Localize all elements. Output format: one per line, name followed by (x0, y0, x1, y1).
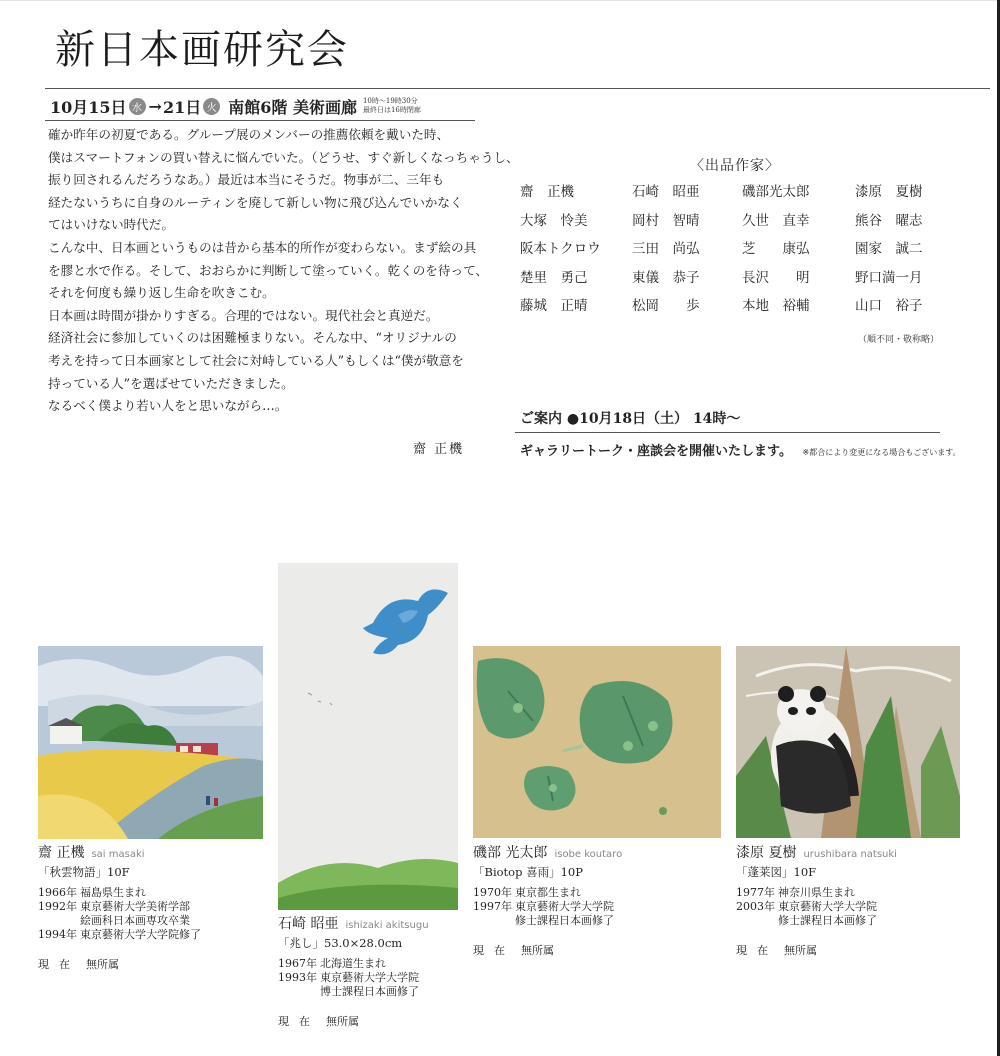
work-artist-name: 齋 正機 (38, 845, 85, 861)
work-artist-name: 石崎 昭亜 (278, 916, 339, 932)
artists-list (520, 183, 950, 315)
artist-name: 東儀 恭子 (632, 269, 700, 286)
essay-line: こんな中、日本画というものは昔から基本的所作が変わらない。まず絵の具 (48, 239, 477, 255)
current-affiliation (736, 942, 960, 958)
artist-name: 芝 康弘 (742, 241, 810, 257)
closing-day-note: 最終日は16時閉廊 (362, 106, 421, 114)
artist-name: 石崎 昭亜 (632, 184, 700, 200)
artist-bio (278, 957, 468, 999)
essay-line: 確か昨年の初夏である。グループ展のメンバーの推薦依頼を戴いた時、 (48, 127, 450, 142)
artist-name-row (473, 842, 721, 862)
essay-line: を膠と水で作る。そして、おおらかに判断して塗っていく。乾くのを待って、 (48, 262, 489, 278)
essay-line: 僕はスマートフォンの買い替えに悩んでいた。（どうせ、すぐ新しくなっちゃうし、 (48, 149, 519, 165)
page-title: 新日本画研究会 (55, 27, 349, 73)
current-affiliation (473, 942, 721, 958)
current-value: 無所属 (784, 944, 817, 957)
current-affiliation (278, 1013, 468, 1029)
artist-name: 園家 誠二 (855, 241, 923, 257)
artist-name-row (278, 913, 468, 933)
work-artist-name: 磯部 光太郎 (473, 845, 548, 861)
artist-romaji: sai masaki (91, 849, 145, 860)
artist-name-row (38, 842, 263, 862)
artist-name: 大塚 怜美 (520, 212, 588, 229)
essay-line: 経済社会に参加していくのは困難極まりない。そんな中、“オリジナルの (48, 330, 457, 346)
artists-note: （順不同・敬称略） (858, 335, 940, 345)
current-value: 無所属 (86, 958, 119, 971)
artist-name: 藤城 正晴 (520, 298, 588, 314)
artist-name: 漆原 夏樹 (855, 184, 923, 200)
artist-name: 熊谷 曜志 (855, 212, 923, 229)
bio-year: 1967年 (278, 957, 317, 970)
essay-line: 経たないうちに自身のルーティンを廃して新しい物に飛び込んでいかなく (48, 194, 463, 210)
exhibition-schedule (50, 95, 421, 117)
bio-year: 1994年 (38, 928, 77, 941)
start-date: 10月15日 (50, 97, 127, 117)
artwork-omen (278, 563, 458, 910)
guide-bullet: ● (566, 411, 580, 427)
artist-bio (473, 886, 721, 928)
artist-name: 三田 尚弘 (632, 241, 700, 257)
artist-name: 阪本トクロウ (520, 241, 601, 257)
title-rule (45, 88, 990, 89)
top-edge (0, 0, 1000, 1)
guide-label: ご案内 (520, 411, 562, 427)
essay (48, 124, 519, 418)
caption-sai-masaki (38, 842, 263, 972)
work-title: 「Biotop 喜雨」10P (473, 865, 583, 879)
artist-name-row (736, 842, 960, 862)
current-label: 現在 (473, 944, 515, 957)
artist-romaji: ishizaki akitsugu (345, 920, 429, 931)
current-value: 無所属 (326, 1015, 359, 1028)
essay-line: それを何度も繰り返し生命を吹きこむ。 (48, 285, 275, 301)
bio-text-continued: 修士課程日本画修了 (778, 914, 877, 927)
artist-name: 野口満一月 (855, 269, 923, 286)
gallery-talk (520, 440, 961, 459)
work-artist-name: 漆原 夏樹 (736, 845, 797, 861)
artist-name: 岡村 智晴 (632, 212, 700, 229)
artwork-autumn-cloud-story (38, 646, 263, 839)
date-arrow: → (148, 96, 162, 116)
guide-rule (515, 432, 940, 433)
artist-romaji: urushibara natsuki (803, 849, 897, 860)
bio-text: 東京藝術大学大学院 (515, 900, 614, 913)
bio-text: 東京藝術大学大学院修了 (80, 928, 201, 941)
gallery-talk-note: ※都合により変更になる場合もございます。 (802, 448, 961, 457)
artists-heading: 〈出品作家〉 (690, 158, 780, 174)
work-title: 「兆し」53.0×28.0cm (278, 936, 403, 950)
opening-hours (363, 97, 421, 115)
artist-name: 長沢 明 (742, 269, 810, 286)
end-date: 21日 (162, 97, 202, 117)
artist-bio (38, 886, 263, 942)
essay-line: なるべく僕より若い人をと思いながら…。 (48, 398, 288, 414)
guide-time: 14時～ (692, 411, 741, 427)
current-affiliation (38, 956, 263, 972)
current-label: 現在 (736, 944, 778, 957)
artist-name: 磯部光太郎 (742, 184, 810, 200)
bio-text: 東京藝術大学大学院 (778, 900, 877, 913)
artist-romaji: isobe koutaro (554, 849, 623, 860)
schedule-rule (45, 120, 475, 121)
caption-ishizaki-akitsugu (278, 913, 468, 1029)
gallery-talk-text: ギャラリートーク・座談会を開催いたします。 (520, 444, 792, 459)
bio-year: 1970年 (473, 886, 512, 899)
artist-name: 松岡 歩 (632, 298, 700, 314)
bio-text-continued: 絵画科日本画専攻卒業 (80, 914, 190, 927)
artist-name: 齋 正機 (520, 184, 574, 200)
bio-year: 2003年 (736, 900, 775, 913)
artist-bio (736, 886, 960, 928)
end-weekday-badge: 火 (203, 98, 220, 115)
bio-text: 福島県生まれ (80, 886, 146, 899)
work-title: 「蓬莱図」10F (736, 865, 817, 879)
essay-line: 考えを持って日本画家として社会に対峙している人”もしくは“僕が敬意を (48, 352, 464, 368)
bio-text: 神奈川県生まれ (778, 886, 855, 899)
bio-year: 1997年 (473, 900, 512, 913)
guide-header (520, 408, 740, 428)
artist-name: 楚里 勇己 (520, 269, 588, 286)
artist-name: 山口 裕子 (855, 298, 923, 314)
artist-name: 本地 裕輔 (742, 298, 810, 314)
bio-text: 東京藝術大学大学院 (320, 971, 419, 984)
guide-date: 10月18日（土） (579, 411, 689, 427)
caption-urushibara-natsuki (736, 842, 960, 958)
current-label: 現在 (278, 1015, 320, 1028)
venue: 南館6階 美術画廊 (228, 97, 357, 117)
essay-line: てはいけない時代だ。 (48, 217, 174, 233)
artwork-horai (736, 646, 960, 838)
artist-name: 久世 直幸 (742, 212, 810, 229)
bio-text-continued: 修士課程日本画修了 (515, 914, 614, 927)
essay-line: 振り回されるんだろうなあ。）最近は本当にそうだ。物事が二、三年も (48, 172, 445, 188)
current-label: 現在 (38, 958, 80, 971)
caption-isobe-koutaro (473, 842, 721, 958)
essay-signature: 齋 正機 (413, 442, 465, 457)
essay-line: 日本画は時間が掛かりすぎる。合理的ではない。現代社会と真逆だ。 (48, 307, 439, 323)
bio-year: 1966年 (38, 886, 77, 899)
start-weekday-badge: 水 (129, 98, 146, 115)
current-value: 無所属 (521, 944, 554, 957)
bio-text: 東京都生まれ (515, 886, 581, 899)
bio-year: 1977年 (736, 886, 775, 899)
opening-hours-line: 10時～19時30分 (362, 97, 418, 105)
bio-text: 東京藝術大学美術学部 (80, 900, 190, 913)
bio-text: 北海道生まれ (320, 957, 386, 970)
bio-year: 1993年 (278, 971, 317, 984)
bio-text-continued: 博士課程日本画修了 (320, 985, 419, 998)
bio-year: 1992年 (38, 900, 77, 913)
work-title: 「秋雲物語」10F (38, 865, 130, 879)
artwork-biotop (473, 646, 721, 838)
essay-line: 持っている人”を選ばせていただきました。 (48, 375, 294, 391)
